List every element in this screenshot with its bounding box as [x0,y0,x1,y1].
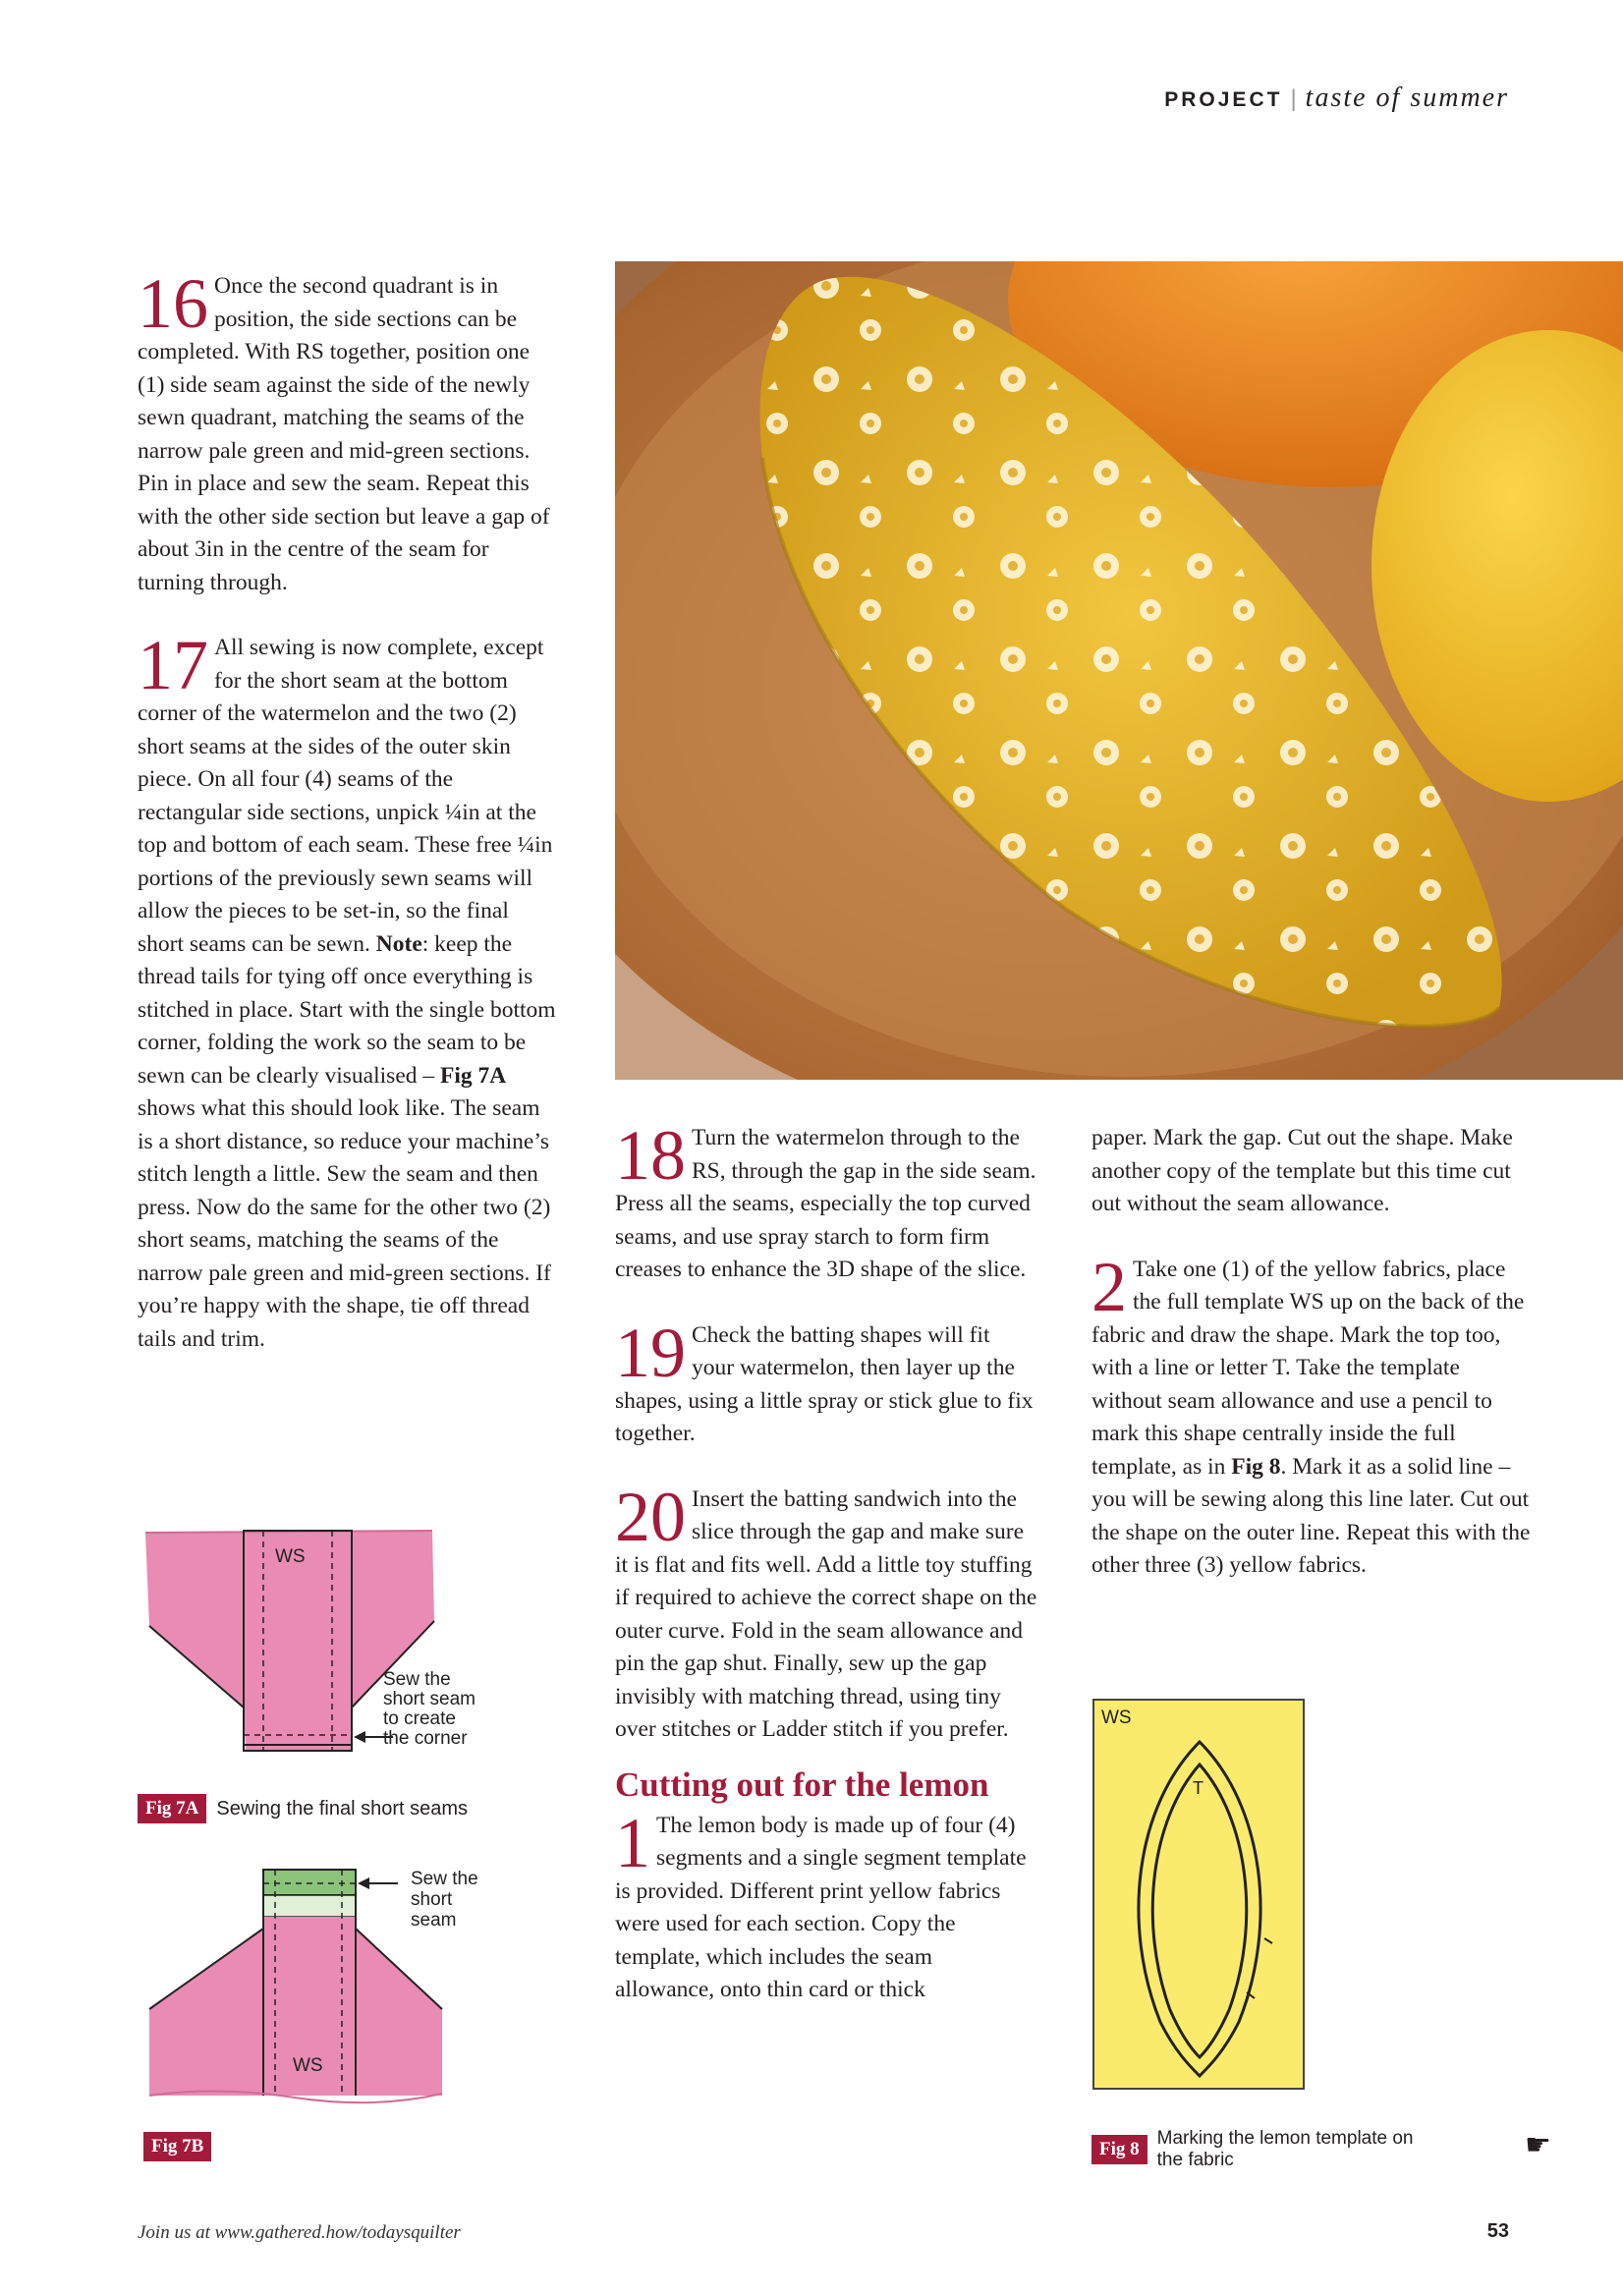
fig-tag: Fig 8 [1091,2135,1147,2164]
step-16 [138,264,560,599]
ws-label: WS [1101,1708,1132,1728]
step-20 [615,1477,1037,1747]
fig-caption [1157,2128,1414,2171]
fig-note-line: to create [383,1708,456,1729]
figure-reference: Fig 8 [1231,1453,1281,1480]
running-header [1164,83,1509,114]
step-text: All sewing is now complete, except for the short seam at the bottom corner of the watermelon and the two (2) short seams at the sides of the outer skin piece. On all four (4) seams of the rectangular side sections, unpick ¼in at the top and bottom of each seam. These free ¼in portions of the previously sewn seams will allow the pieces to be set-in, so the final short seams can be sewn. [138,635,553,957]
ws-label: WS [293,2055,323,2076]
step-17 [138,626,560,1356]
fig-note-line: the corner [383,1728,468,1749]
fig-note-line: seam [411,1910,457,1931]
section-label: PROJECT [1164,88,1283,111]
column-middle [615,1116,1037,2040]
lemon-step-1-continued: paper. Mark the gap. Cut out the shape. Make another copy of the template but this time cut out without the seam allowance. [1091,1125,1513,1216]
ws-label: WS [275,1546,306,1567]
caption-line: the fabric [1156,2150,1234,2170]
note-label: Note [375,930,422,957]
fig-8-caption [1091,2128,1414,2171]
step-number: 18 [615,1116,686,1195]
fig-note-line: short [411,1889,453,1910]
step-18 [615,1116,1037,1287]
fig-tag: Fig 7B [143,2132,211,2161]
figure-reference: Fig 7A [440,1062,507,1089]
step-text: Take one (1) of the yellow fabrics, place the full template WS up on the back of the fabric and draw the shape. Mark the top too, with a line or letter T. Take the template without seam allowance and use a pencil to mark this shape centrally inside the full template, as in [1091,1256,1525,1480]
step-number: 19 [615,1313,686,1392]
step-text: Turn the watermelon through to the RS, through the gap in the side seam. Press all the seams, especially the top curved seams, and use spray starch to form firm creases to enhance the 3D shape of the slice. [615,1125,1036,1282]
fig-7b-diagram [138,1862,550,2107]
lemon-step-1 [615,1803,1037,2007]
step-text: Check the batting shapes will fit your watermelon, then layer up the shapes, using a little spray or stick glue to fix together. [615,1321,1034,1446]
step-number: 1 [615,1803,650,1882]
page-number: 53 [1486,2220,1509,2242]
caption-line: Marking the lemon template on [1156,2128,1414,2149]
step-text: . Mark it as a solid line – you will be sewing along this line later. Cut out the shape on the outer line. Repeat this with the other three (3) yellow fabrics. [1091,1453,1531,1578]
fig-8-diagram [1091,1698,1308,2093]
footer-website: Join us at www.gathered.how/todaysquilter [138,2222,461,2243]
column-left [138,264,560,1388]
header-separator: | [1290,85,1298,112]
step-number: 20 [615,1477,686,1556]
step-text: The lemon body is made up of four (4) segments and a single segment template is provided. Different print yellow fabrics were used for each section. Copy the template, which includes the seam allowance, onto thin card or thick [615,1812,1027,2002]
lemon-pincushion-photo [615,261,1623,1080]
topic-label: taste of summer [1305,83,1509,113]
step-text: Insert the batting sandwich into the slice through the gap and make sure it is flat and fits well. Add a little toy stuffing if required to achieve the correct shape on the outer curve. Fold in the seam allowance and pin the gap shut. Finally, sew up the gap invisibly with matching thread, using tiny over stitches or Ladder stitch if you prefer. [615,1485,1037,1742]
step-number: 2 [1091,1247,1127,1326]
photo-illustration [615,261,1623,1080]
fig-tag: Fig 7A [138,1794,206,1823]
fig-7a-caption [138,1794,468,1823]
fig-7a-diagram [138,1523,550,1768]
fig-note-line: short seam [383,1689,476,1709]
lemon-subheading: Cutting out for the lemon [615,1764,989,1804]
step-text: : keep the thread tails for tying off once everything is stitched in place. Start with the single bottom corner, folding the work so the seam to be sewn can be clearly visualised – [138,930,556,1089]
fig-7b-caption [143,2132,211,2161]
lemon-step-2 [1091,1247,1534,1583]
top-mark: T [1193,1778,1203,1798]
fig-caption: Sewing the final short seams [216,1798,469,1820]
step-19 [615,1313,1037,1451]
column-right [1091,1122,1534,1615]
pointing-hand-icon: ☛ [1525,2129,1551,2161]
step-text: shows what this should look like. The seam is a short distance, so reduce your machine’s stitch length a little. Sew the seam and then press. Now do the same for the other two (2) short seams, matching the seams of the narrow pale green and mid-green sections. If you’re happy with the shape, tie off thread tails and trim. [138,1095,551,1352]
fig-note-line: Sew the [411,1869,478,1889]
fig-note-line: Sew the [383,1669,451,1690]
step-text: Once the second quadrant is in position, the side sections can be completed. With RS together, position one (1) side seam against the side of the newly sewn quadrant, matching the seams of the narrow pale green and mid-green sections. Pin in place and sew the seam. Repeat this with the other side section but leave a gap of about 3in in the centre of the seam for turning through. [138,273,550,595]
step-number: 17 [138,626,208,704]
step-number: 16 [138,264,208,343]
